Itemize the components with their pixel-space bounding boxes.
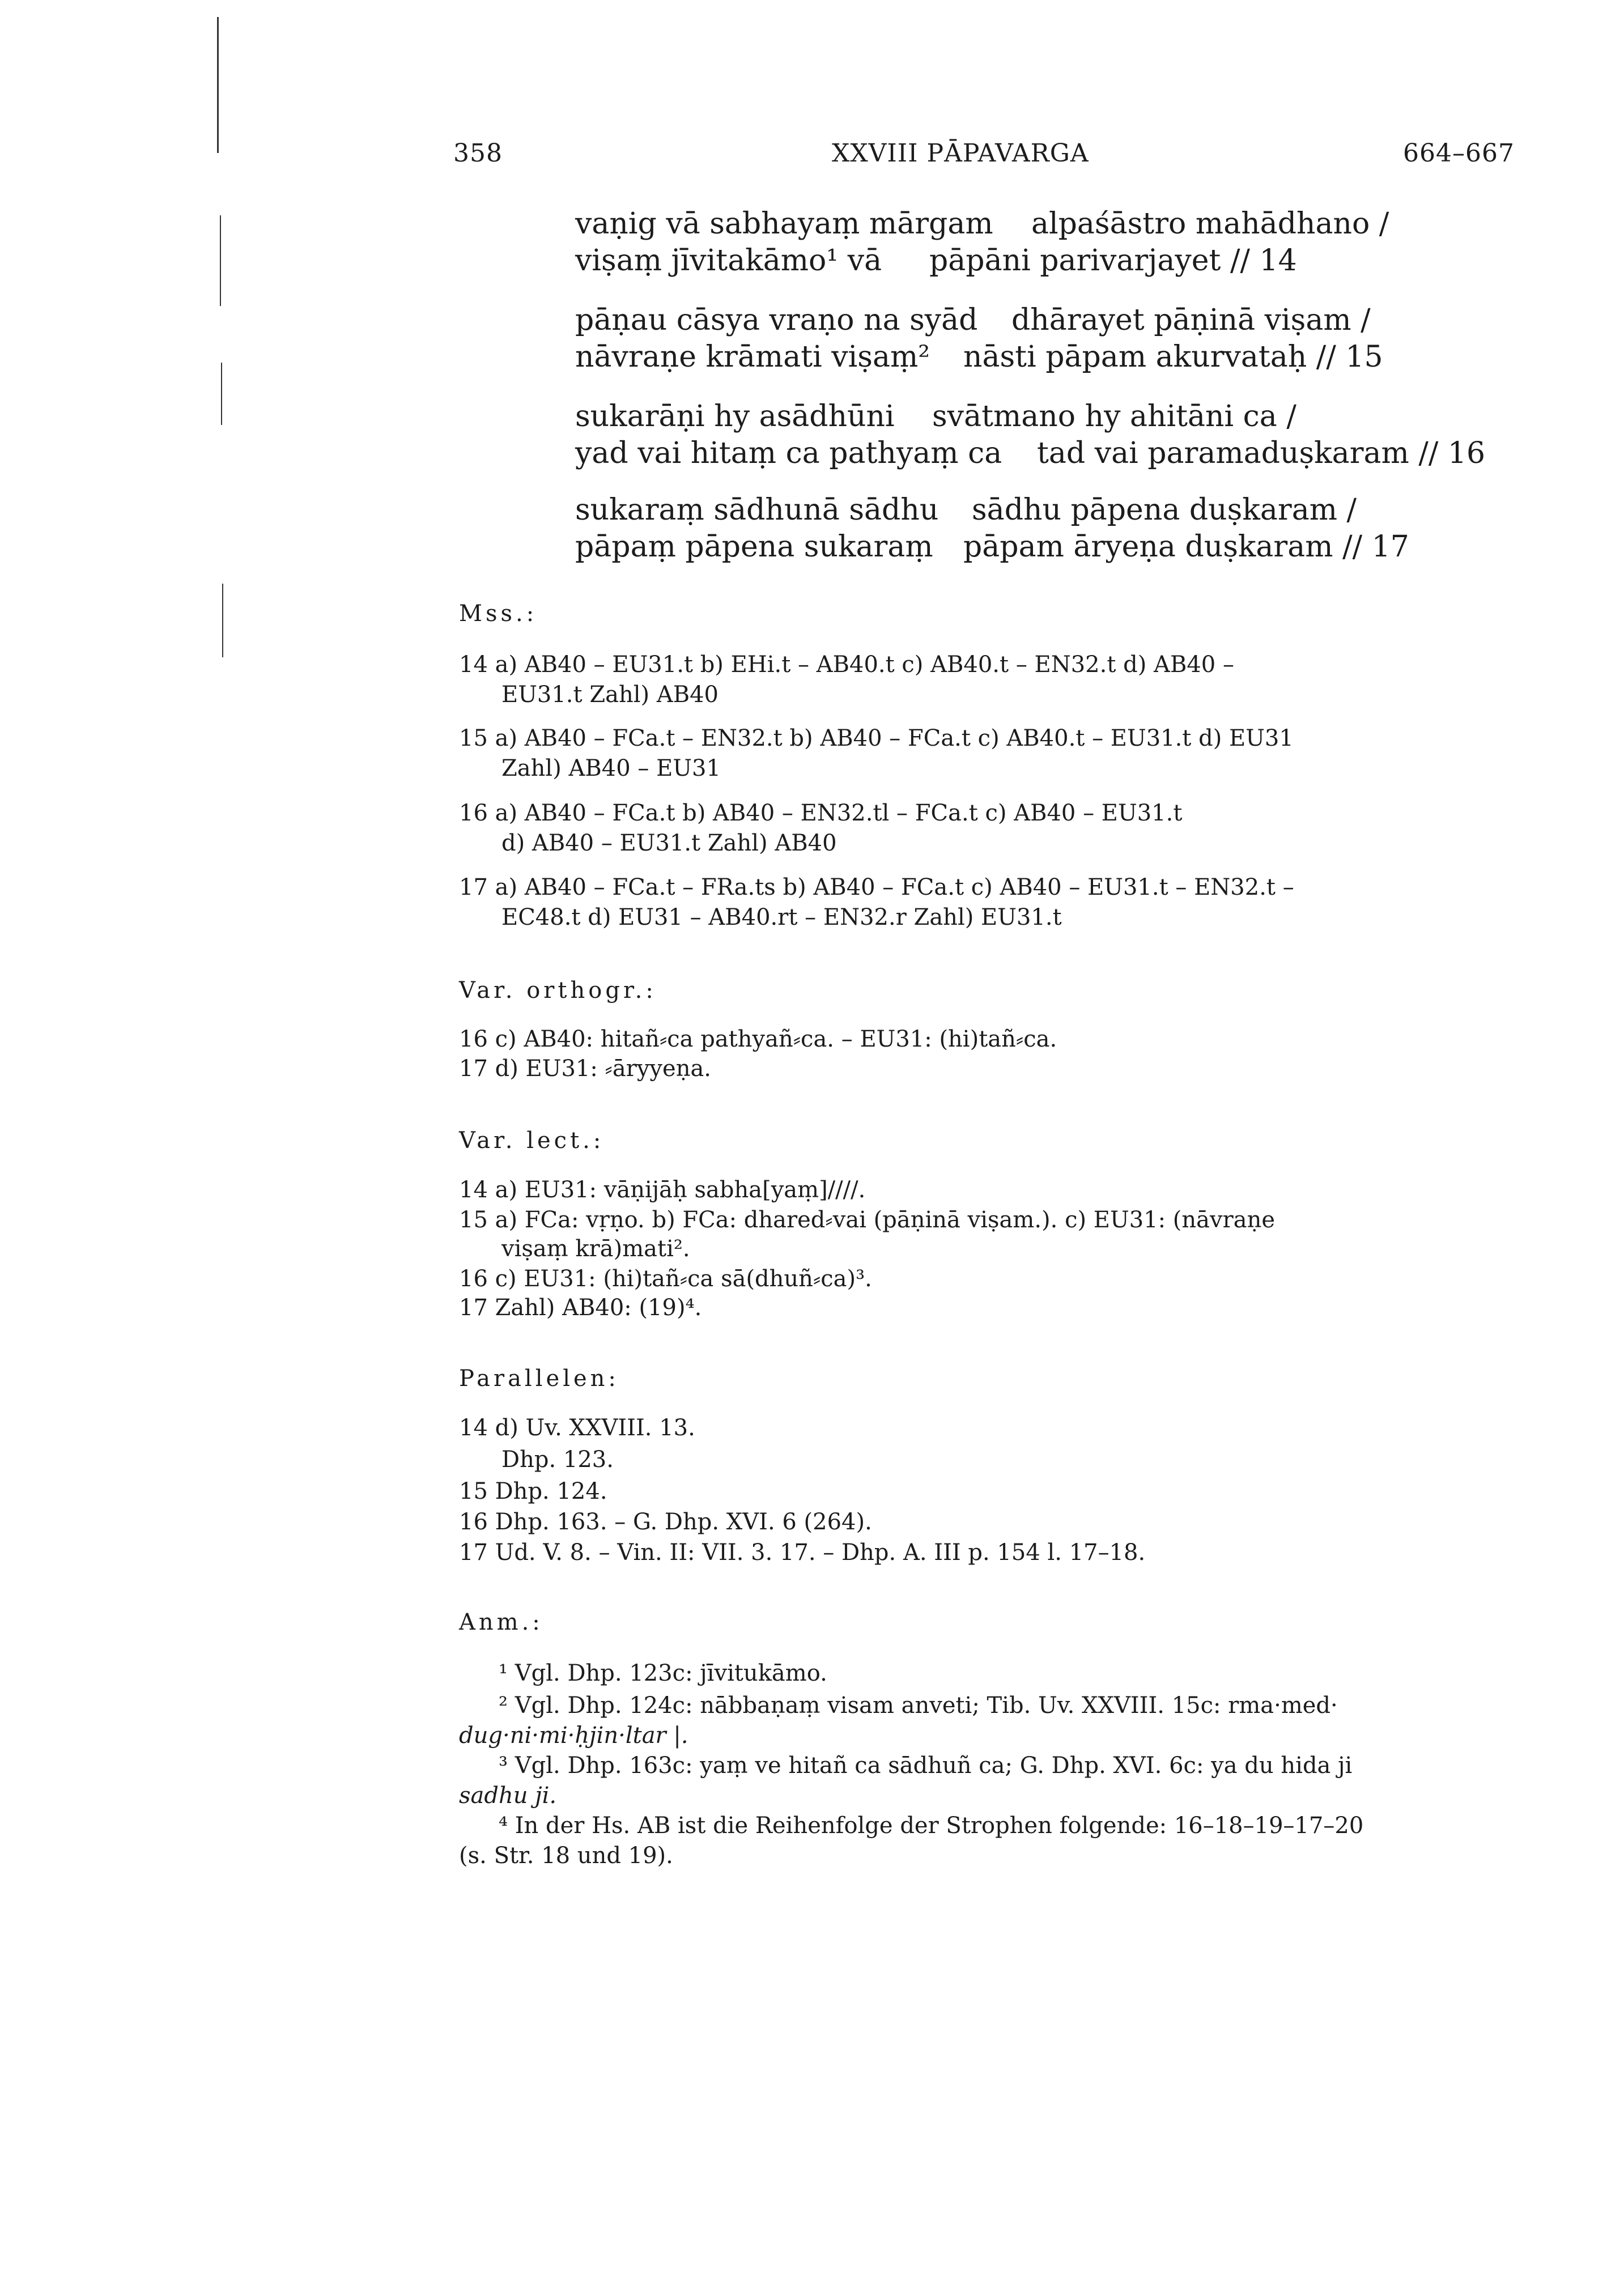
apparatus-line: 14 a) EU31: vāṇijāḥ sabha[yaṃ]////.	[459, 1177, 866, 1203]
apparatus-line: EU31.t Zahl) AB40	[501, 682, 719, 708]
verse-line-b: tad vai paramaduṣkaram // 16	[1037, 436, 1486, 470]
section-heading-orthogr: Var. orthogr.:	[459, 977, 657, 1004]
verse-line-b: sādhu pāpena duṣkaram /	[972, 493, 1357, 527]
apparatus-line: 16 a) AB40 – FCa.t b) AB40 – EN32.tl – FCa.t c) AB40 – EU31.t	[459, 800, 1183, 826]
apparatus-line: 14 a) AB40 – EU31.t b) EHi.t – AB40.t c) AB40.t – EN32.t d) AB40 –	[459, 652, 1234, 678]
apparatus-line: 17 Ud. V. 8. – Vin. II: VII. 3. 17. – Dhp. A. III p. 154 l. 17–18.	[459, 1540, 1146, 1566]
verse-line-b: svātmano hy ahitāni ca /	[932, 399, 1296, 433]
verse-line-b: alpaśāstro mahādhano /	[1031, 207, 1389, 241]
apparatus-line: Zahl) AB40 – EU31	[501, 755, 721, 781]
section-heading-lect: Var. lect.:	[459, 1128, 605, 1154]
apparatus-line: 16 c) AB40: hitañ⸗ca pathyañ⸗ca. – EU31: (hi)tañ⸗ca.	[459, 1026, 1057, 1052]
apparatus-line: 17 d) EU31: ⸗āryyeṇa.	[459, 1056, 712, 1082]
margin-mark	[220, 215, 221, 306]
page-number: 358	[453, 139, 503, 168]
apparatus-line: 17 Zahl) AB40: (19)⁴.	[459, 1295, 702, 1321]
verse-line-a: sukarāṇi hy asādhūni	[575, 399, 895, 433]
section-heading-parallelen: Parallelen:	[459, 1366, 619, 1392]
verse-line-a: sukaraṃ sādhunā sādhu	[575, 493, 939, 527]
verse-line-b: pāpāni parivarjayet // 14	[929, 244, 1297, 278]
footnote-line: ² Vgl. Dhp. 124c: nābbaṇaṃ visam anveti; Tib. Uv. XXVIII. 15c: rma·med·	[499, 1693, 1338, 1719]
footnote-line: dug·ni·mi·ḥjin·ltar |.	[459, 1723, 688, 1749]
section-heading-mss: Mss.:	[459, 601, 538, 627]
apparatus-line: Dhp. 123.	[501, 1447, 614, 1473]
apparatus-line: 14 d) Uv. XXVIII. 13.	[459, 1415, 695, 1441]
apparatus-line: 16 c) EU31: (hi)tañ⸗ca sā(dhuñ⸗ca)³.	[459, 1266, 872, 1292]
apparatus-line: EC48.t d) EU31 – AB40.rt – EN32.r Zahl) EU31.t	[501, 904, 1062, 930]
section-heading-anm: Anm.:	[459, 1609, 543, 1635]
verse-line-a: vaṇig vā sabhayaṃ mārgam	[575, 207, 993, 241]
footnote-line: sadhu ji.	[459, 1783, 557, 1809]
verse-line-b: dhārayet pāṇinā viṣam /	[1011, 303, 1371, 337]
margin-mark	[222, 584, 223, 657]
apparatus-line: 17 a) AB40 – FCa.t – FRa.ts b) AB40 – FCa.t c) AB40 – EU31.t – EN32.t –	[459, 874, 1294, 900]
verse-line-a: pāṇau cāsya vraṇo na syād	[575, 303, 978, 337]
chapter-title: XXVIII PĀPAVARGA	[832, 139, 1089, 168]
footnote-line: ⁴ In der Hs. AB ist die Reihenfolge der Strophen folgende: 16–18–19–17–20	[499, 1813, 1364, 1839]
apparatus-line: 16 Dhp. 163. – G. Dhp. XVI. 6 (264).	[459, 1509, 872, 1535]
verse-line-b: pāpam āryeṇa duṣkaram // 17	[963, 530, 1409, 564]
apparatus-line: d) AB40 – EU31.t Zahl) AB40	[501, 830, 837, 856]
apparatus-line: 15 a) FCa: vṛṇo. b) FCa: dhared⸗vai (pāṇinā viṣam.). c) EU31: (nāvraṇe	[459, 1207, 1275, 1233]
verse-range: 664–667	[1403, 139, 1515, 168]
footnote-line: (s. Str. 18 und 19).	[459, 1843, 673, 1869]
footnote-line: ³ Vgl. Dhp. 163c: yaṃ ve hitañ ca sādhuñ ca; G. Dhp. XVI. 6c: ya du hida ji	[499, 1753, 1353, 1779]
verse-line-a: viṣaṃ jīvitakāmo¹ vā	[575, 244, 882, 278]
footnote-line: ¹ Vgl. Dhp. 123c: jīvitukāmo.	[499, 1660, 827, 1686]
verse-line-a: pāpaṃ pāpena sukaraṃ	[575, 530, 933, 564]
verse-line-a: yad vai hitaṃ ca pathyaṃ ca	[575, 436, 1002, 470]
apparatus-line: 15 Dhp. 124.	[459, 1478, 607, 1504]
margin-mark	[221, 363, 222, 425]
margin-mark	[217, 17, 219, 153]
apparatus-line: viṣaṃ krā)mati².	[501, 1236, 690, 1262]
verse-line-a: nāvraṇe krāmati viṣaṃ²	[575, 340, 930, 374]
verse-line-b: nāsti pāpam akurvataḥ // 15	[963, 340, 1383, 374]
apparatus-line: 15 a) AB40 – FCa.t – EN32.t b) AB40 – FCa.t c) AB40.t – EU31.t d) EU31	[459, 725, 1294, 751]
